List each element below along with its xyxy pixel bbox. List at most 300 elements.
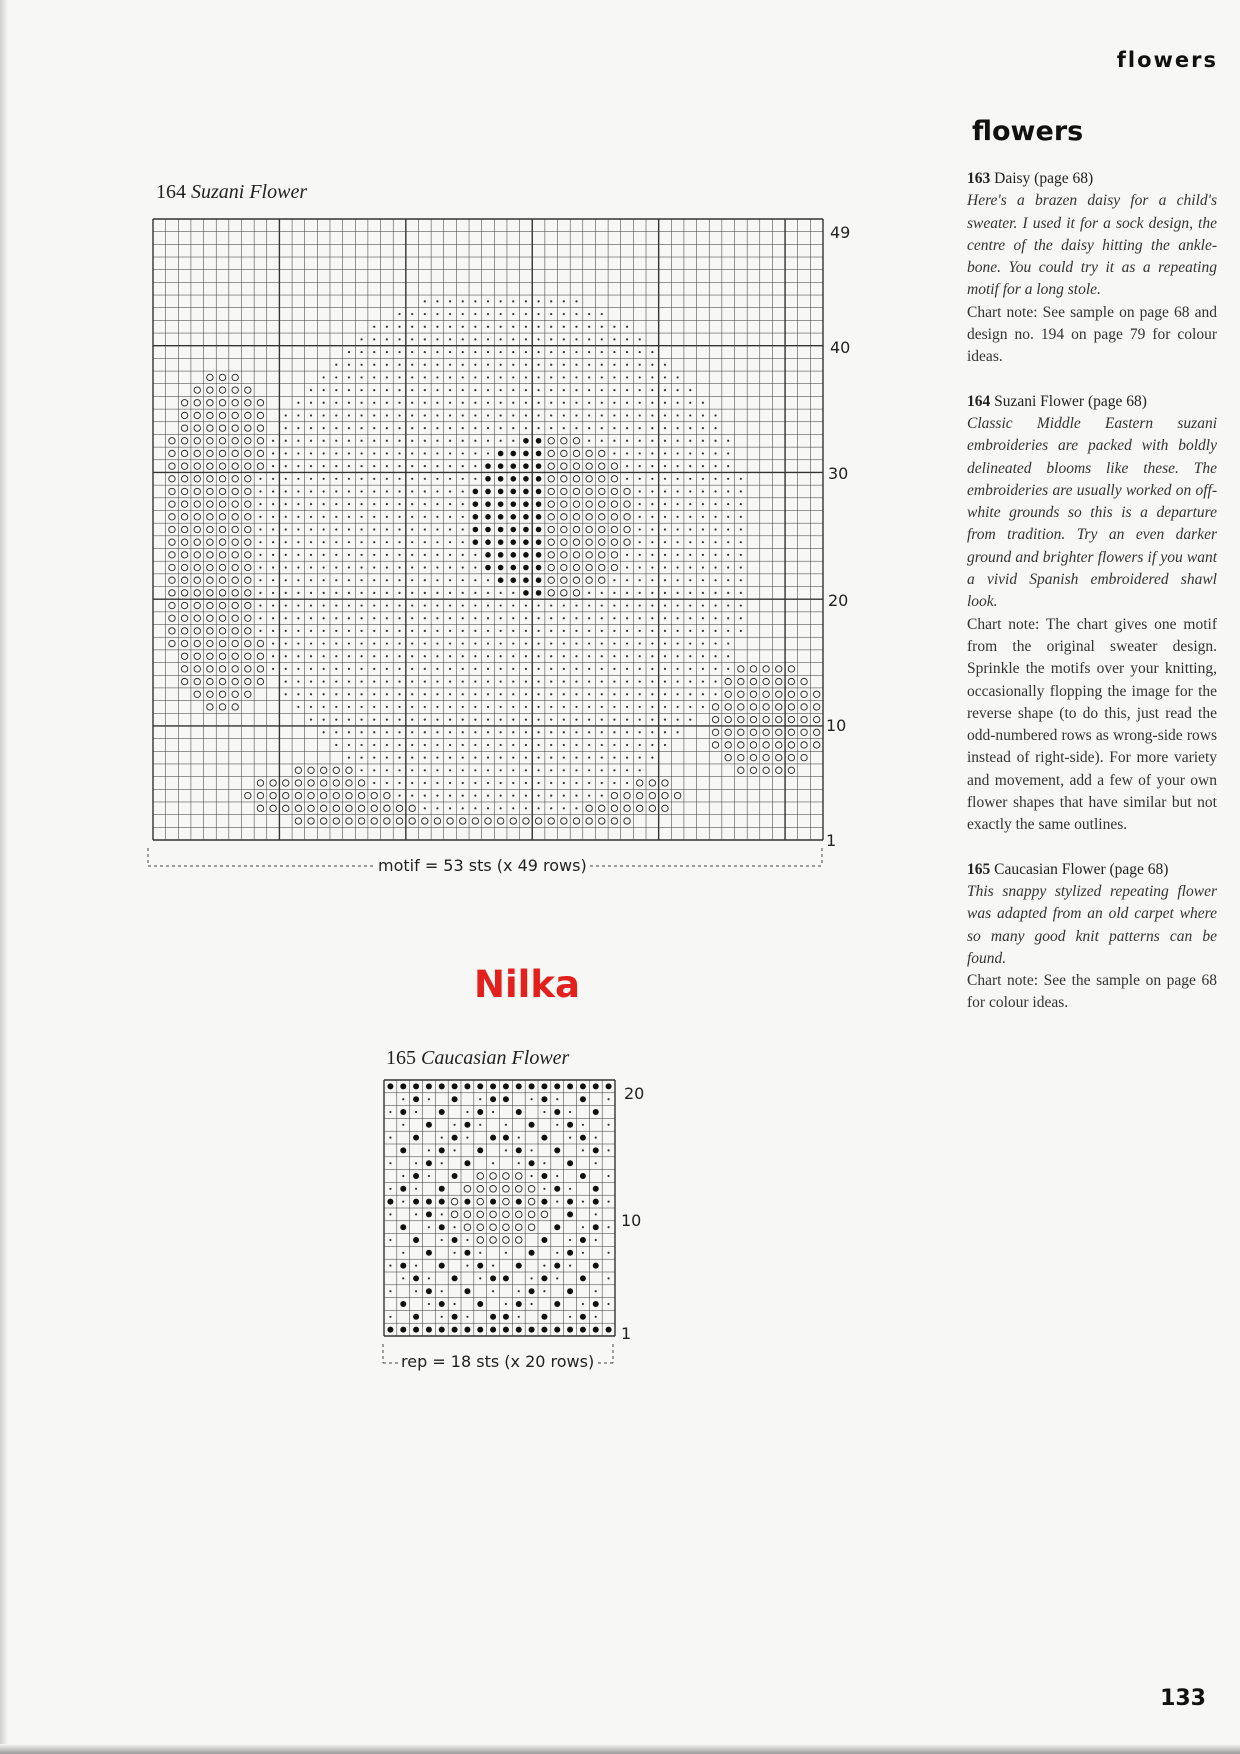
chart-symbol [624, 805, 630, 811]
chart-symbol [510, 539, 516, 545]
chart-symbol [348, 617, 350, 619]
chart-symbol [259, 516, 261, 518]
chart-symbol [613, 592, 615, 594]
chart-symbol [664, 592, 666, 594]
chart-symbol [285, 604, 287, 606]
chart-symbol [207, 438, 213, 444]
chart-symbol [536, 438, 542, 444]
chart-symbol [582, 1201, 584, 1203]
chart-symbol [398, 604, 400, 606]
chart-symbol [219, 425, 225, 431]
entry-number: 164 [967, 392, 991, 410]
chart-symbol [740, 617, 742, 619]
chart-symbol [487, 795, 489, 797]
chart-symbol [500, 427, 502, 429]
chart-symbol [411, 528, 413, 530]
chart-symbol [323, 566, 325, 568]
chart-symbol [503, 1083, 509, 1089]
chart-symbol [400, 1224, 406, 1230]
chart-symbol [462, 402, 464, 404]
chart-symbol [474, 414, 476, 416]
chart-symbol [613, 769, 615, 771]
chart-symbol [492, 1111, 494, 1113]
chart-symbol [453, 1303, 455, 1305]
chart-symbol [537, 706, 539, 708]
chart-symbol [588, 693, 590, 695]
chart-symbol [207, 488, 213, 494]
chart-symbol [426, 1160, 432, 1166]
chart-symbol [664, 554, 666, 556]
chart-symbol [348, 744, 350, 746]
chart-symbol [537, 326, 539, 328]
chart-symbol [677, 465, 679, 467]
chart-symbol [245, 387, 251, 393]
chart-symbol [348, 630, 350, 632]
chart-symbol [613, 402, 615, 404]
chart-symbol [664, 668, 666, 670]
chart-165-row-label: 1 [621, 1324, 632, 1343]
chart-symbol [639, 541, 641, 543]
chart-symbol [462, 693, 464, 695]
chart-symbol [436, 465, 438, 467]
chart-symbol [813, 742, 819, 748]
chart-symbol [689, 516, 691, 518]
chart-symbol [586, 476, 592, 482]
chart-symbol [664, 364, 666, 366]
chart-symbol [763, 767, 769, 773]
chart-symbol [477, 1237, 484, 1244]
chart-symbol [510, 552, 516, 558]
chart-symbol [714, 668, 716, 670]
chart-symbol [651, 402, 653, 404]
chart-symbol [462, 769, 464, 771]
chart-symbol [285, 655, 287, 657]
chart-symbol [360, 757, 362, 759]
chart-symbol [601, 757, 603, 759]
chart-symbol [387, 1327, 393, 1333]
chart-symbol [601, 655, 603, 657]
chart-symbol [272, 478, 274, 480]
chart-symbol [424, 693, 426, 695]
chart-symbol [677, 731, 679, 733]
chart-symbol [335, 655, 337, 657]
chart-symbol [386, 452, 388, 454]
chart-symbol [436, 592, 438, 594]
chart-symbol [439, 1224, 445, 1230]
chart-symbol [308, 767, 314, 773]
chart-symbol [649, 780, 655, 786]
chart-symbol [398, 668, 400, 670]
chart-symbol [449, 402, 451, 404]
chart-symbol [523, 590, 529, 596]
chart-symbol [677, 503, 679, 505]
chart-symbol [373, 757, 375, 759]
chart-symbol [689, 465, 691, 467]
chart-symbol [415, 1111, 417, 1113]
chart-symbol [593, 1186, 599, 1192]
chart-symbol [556, 1277, 558, 1279]
chart-symbol [360, 427, 362, 429]
chart-symbol [588, 744, 590, 746]
chart-symbol [569, 1111, 571, 1113]
chart-symbol [497, 818, 503, 824]
chart-symbol [386, 617, 388, 619]
chart-symbol [813, 704, 819, 710]
chart-symbol [525, 389, 527, 391]
chart-symbol [541, 1275, 547, 1281]
chart-symbol [232, 628, 238, 634]
chart-symbol [398, 402, 400, 404]
chart-symbol [490, 1224, 497, 1231]
entry-name: Suzani Flower (page 68) [994, 392, 1147, 410]
chart-symbol [436, 744, 438, 746]
chart-symbol [285, 414, 287, 416]
chart-symbol [776, 729, 782, 735]
chart-symbol [485, 476, 491, 482]
chart-symbol [436, 478, 438, 480]
chart-symbol [207, 476, 213, 482]
chart-symbol [219, 640, 225, 646]
chart-symbol [181, 501, 187, 507]
chart-symbol [464, 1224, 471, 1231]
chart-symbol [477, 1109, 483, 1115]
chart-symbol [550, 807, 552, 809]
chart-symbol [259, 630, 261, 632]
chart-symbol [283, 780, 289, 786]
chart-symbol [586, 818, 592, 824]
chart-symbol [386, 478, 388, 480]
chart-symbol [283, 805, 289, 811]
chart-symbol [194, 691, 200, 697]
chart-symbol [436, 757, 438, 759]
chart-symbol [439, 1083, 445, 1089]
chart-symbol [537, 719, 539, 721]
chart-symbol [181, 488, 187, 494]
chart-165-title: Caucasian Flower [421, 1047, 570, 1069]
chart-symbol [310, 617, 312, 619]
chart-symbol [219, 564, 225, 570]
chart-symbol [411, 617, 413, 619]
chart-symbol [474, 554, 476, 556]
chart-symbol [181, 628, 187, 634]
chart-symbol [714, 592, 716, 594]
chart-symbol [346, 818, 352, 824]
chart-symbol [498, 514, 504, 520]
chart-symbol [599, 476, 605, 482]
chart-symbol [371, 792, 377, 798]
chart-symbol [348, 655, 350, 657]
chart-symbol [727, 516, 729, 518]
chart-symbol [575, 313, 577, 315]
chart-symbol [563, 617, 565, 619]
chart-symbol [664, 630, 666, 632]
chart-symbol [563, 642, 565, 644]
chart-symbol [536, 552, 542, 558]
chart-symbol [490, 1211, 497, 1218]
chart-symbol [512, 782, 514, 784]
chart-symbol [413, 1199, 419, 1205]
chart-symbol [245, 678, 251, 684]
chart-symbol [487, 769, 489, 771]
chart-symbol [606, 1327, 612, 1333]
chart-symbol [373, 478, 375, 480]
chart-symbol [297, 566, 299, 568]
chart-symbol [474, 655, 476, 657]
chart-symbol [573, 539, 579, 545]
chart-symbol [639, 338, 641, 340]
chart-symbol [738, 754, 744, 760]
chart-symbol [548, 514, 554, 520]
chart-symbol [194, 640, 200, 646]
chart-symbol [272, 490, 274, 492]
chart-symbol [569, 1239, 571, 1241]
chart-symbol [411, 541, 413, 543]
chart-symbol [297, 642, 299, 644]
chart-symbol [449, 680, 451, 682]
chart-symbol [512, 389, 514, 391]
chart-symbol [651, 680, 653, 682]
chart-symbol [285, 503, 287, 505]
chart-symbol [580, 1314, 586, 1320]
chart-symbol [245, 640, 251, 646]
chart-symbol [626, 427, 628, 429]
chart-symbol [323, 693, 325, 695]
chart-symbol [714, 655, 716, 657]
chart-symbol [181, 577, 187, 583]
chart-symbol [613, 604, 615, 606]
chart-symbol [639, 668, 641, 670]
chart-symbol [386, 440, 388, 442]
chart-symbol [561, 438, 567, 444]
chart-symbol [207, 552, 213, 558]
entry-name: Daisy (page 68) [994, 170, 1094, 187]
chart-symbol [505, 1149, 507, 1151]
chart-symbol [500, 364, 502, 366]
chart-symbol [550, 402, 552, 404]
chart-symbol [607, 1201, 609, 1203]
chart-symbol [490, 1096, 496, 1102]
chart-164-row-label: 49 [830, 223, 851, 242]
chart-symbol [474, 478, 476, 480]
chart-symbol [310, 440, 312, 442]
chart-symbol [575, 642, 577, 644]
chart-symbol [651, 668, 653, 670]
chart-symbol [424, 389, 426, 391]
chart-symbol [613, 326, 615, 328]
chart-symbol [386, 579, 388, 581]
chart-symbol [449, 541, 451, 543]
chart-symbol [563, 680, 565, 682]
chart-symbol [411, 693, 413, 695]
chart-symbol [389, 1265, 391, 1267]
chart-symbol [310, 389, 312, 391]
chart-symbol [464, 1160, 470, 1166]
chart-symbol [333, 780, 339, 786]
chart-symbol [257, 805, 263, 811]
chart-symbol [451, 1198, 458, 1205]
chart-symbol [411, 326, 413, 328]
chart-symbol [626, 680, 628, 682]
chart-symbol [436, 528, 438, 530]
chart-symbol [613, 338, 615, 340]
chart-symbol [626, 782, 628, 784]
chart-symbol [561, 590, 567, 596]
chart-symbol [449, 668, 451, 670]
chart-symbol [725, 729, 731, 735]
chart-symbol [449, 554, 451, 556]
chart-symbol [677, 579, 679, 581]
chart-symbol [727, 630, 729, 632]
chart-symbol [537, 376, 539, 378]
chart-symbol [523, 489, 529, 495]
chart-symbol [398, 617, 400, 619]
chart-symbol [428, 1226, 430, 1228]
chart-symbol [424, 680, 426, 682]
chart-symbol [677, 490, 679, 492]
chart-symbol [662, 780, 668, 786]
chart-symbol [335, 414, 337, 416]
chart-symbol [582, 1303, 584, 1305]
chart-symbol [335, 465, 337, 467]
chart-symbol [639, 452, 641, 454]
chart-symbol [550, 719, 552, 721]
chart-symbol [462, 326, 464, 328]
chart-symbol [424, 364, 426, 366]
chart-symbol [219, 704, 225, 710]
chart-symbol [516, 1199, 522, 1205]
chart-symbol [626, 706, 628, 708]
chart-symbol [528, 1186, 535, 1193]
chart-symbol [563, 338, 565, 340]
chart-symbol [398, 338, 400, 340]
chart-symbol [245, 412, 251, 418]
chart-symbol [452, 1327, 458, 1333]
chart-symbol [360, 668, 362, 670]
chart-symbol [550, 617, 552, 619]
chart-symbol [689, 579, 691, 581]
chart-symbol [702, 642, 704, 644]
chart-symbol [639, 503, 641, 505]
chart-symbol [219, 387, 225, 393]
chart-symbol [714, 630, 716, 632]
chart-symbol [439, 1301, 445, 1307]
chart-symbol [613, 706, 615, 708]
chart-symbol [232, 691, 238, 697]
chart-165-row-label: 20 [624, 1084, 645, 1103]
chart-symbol [664, 402, 666, 404]
chart-symbol [323, 579, 325, 581]
chart-symbol [575, 719, 577, 721]
chart-symbol [554, 1109, 560, 1115]
chart-symbol [664, 490, 666, 492]
chart-symbol [441, 1137, 443, 1139]
chart-symbol [310, 642, 312, 644]
chart-symbol [763, 754, 769, 760]
chart-symbol [677, 554, 679, 556]
chart-symbol [563, 313, 565, 315]
chart-symbol [398, 680, 400, 682]
chart-symbol [346, 792, 352, 798]
chart-symbol [219, 514, 225, 520]
chart-symbol [512, 655, 514, 657]
chart-symbol [554, 1147, 560, 1153]
chart-symbol [498, 565, 504, 571]
chart-symbol [677, 440, 679, 442]
chart-symbol [194, 577, 200, 583]
chart-symbol [550, 769, 552, 771]
chart-symbol [776, 666, 782, 672]
chart-symbol [219, 438, 225, 444]
chart-symbol [702, 554, 704, 556]
chart-symbol [181, 514, 187, 520]
chart-symbol [738, 716, 744, 722]
chart-symbol [310, 630, 312, 632]
chart-symbol [611, 792, 617, 798]
chart-symbol [689, 427, 691, 429]
chart-symbol [310, 503, 312, 505]
chart-symbol [310, 452, 312, 454]
chart-symbol [500, 389, 502, 391]
chart-symbol [601, 402, 603, 404]
chart-symbol [649, 805, 655, 811]
chart-symbol [550, 376, 552, 378]
chart-symbol [613, 782, 615, 784]
chart-symbol [449, 465, 451, 467]
chart-symbol [358, 818, 364, 824]
chart-symbol [613, 693, 615, 695]
chart-symbol [624, 514, 630, 520]
chart-symbol [387, 1199, 393, 1205]
chart-symbol [490, 1173, 497, 1180]
chart-symbol [310, 592, 312, 594]
chart-symbol [626, 731, 628, 733]
chart-symbol [310, 541, 312, 543]
chart-note-label: Chart note: [967, 303, 1038, 321]
chart-symbol [575, 680, 577, 682]
chart-symbol [462, 744, 464, 746]
chart-symbol [556, 1098, 558, 1100]
chart-symbol [424, 757, 426, 759]
chart-symbol [548, 476, 554, 482]
chart-symbol [523, 476, 529, 482]
chart-symbol [297, 516, 299, 518]
chart-symbol [550, 668, 552, 670]
chart-symbol [528, 1211, 535, 1218]
chart-symbol [714, 541, 716, 543]
chart-symbol [599, 450, 605, 456]
caucasian-flower-chart [384, 1080, 615, 1336]
chart-symbol [389, 1290, 391, 1292]
chart-symbol [181, 412, 187, 418]
chart-symbol [398, 642, 400, 644]
chart-symbol [738, 678, 744, 684]
chart-symbol [424, 427, 426, 429]
chart-symbol [525, 604, 527, 606]
chart-symbol [550, 693, 552, 695]
chart-symbol [245, 463, 251, 469]
chart-symbol [689, 604, 691, 606]
chart-symbol [373, 528, 375, 530]
chart-symbol [426, 1199, 432, 1205]
chart-symbol [411, 706, 413, 708]
chart-symbol [689, 680, 691, 682]
chart-symbol [411, 503, 413, 505]
chart-symbol [181, 666, 187, 672]
chart-symbol [308, 818, 314, 824]
chart-symbol [219, 691, 225, 697]
chart-symbol [462, 427, 464, 429]
chart-symbol [398, 566, 400, 568]
